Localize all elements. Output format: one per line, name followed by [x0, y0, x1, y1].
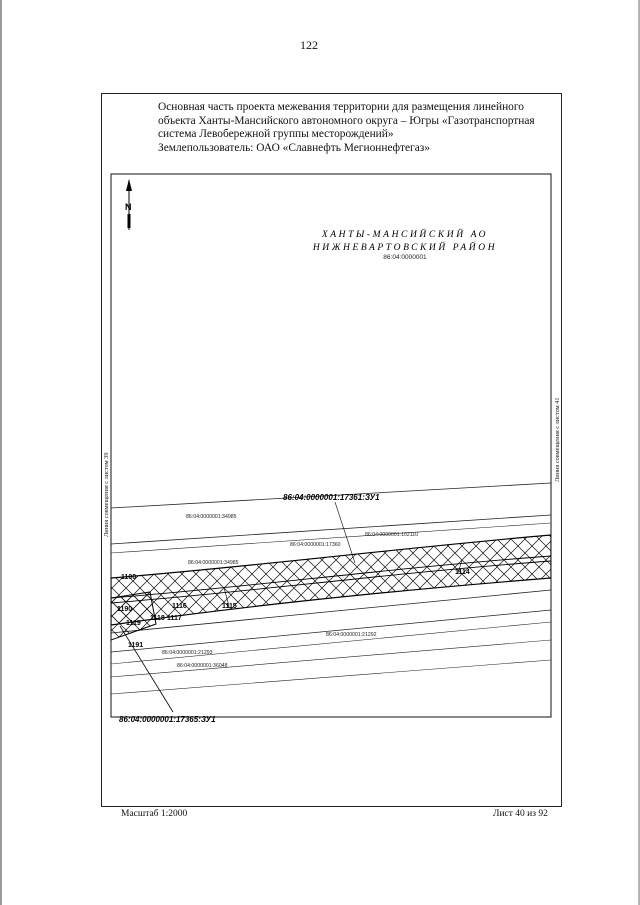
- point-label-1114: 1114: [455, 569, 470, 576]
- cadastral-label-21293: 86:04:0000001:21293: [162, 650, 213, 656]
- point-label-1116: 1116: [172, 603, 187, 610]
- point-label-1190: 1190: [117, 606, 133, 613]
- parcel-label-bottom: 86:04:0000001:17365:ЗУ1: [119, 715, 216, 724]
- cadastral-label-36048: 86:04:0000001:36048: [177, 663, 228, 669]
- point-label-1117: 1117: [167, 615, 182, 622]
- cadastral-label-34985-middle: 86:04:0000001:34985: [188, 560, 239, 566]
- cadastral-label-34985-top: 86:04:0000001:34985: [186, 514, 237, 520]
- header-line-1: Основная часть проекта межевания территории для размещения линейного: [158, 101, 524, 113]
- region-line-1: ХАНТЫ-МАНСИЙСКИЙ АО: [321, 230, 489, 240]
- left-side-label: Линия совмещения с листом 39: [103, 452, 110, 537]
- header-line-2: объекта Ханты-Мансийского автономного округа – Югры «Газотранспортная: [158, 114, 535, 127]
- point-label-1100: 1100: [121, 574, 137, 581]
- page-number: 122: [300, 38, 318, 52]
- north-label: N: [125, 202, 132, 212]
- point-label-1191: 1191: [128, 642, 144, 649]
- parcel-label-top: 86:04:0000001:17361:ЗУ1: [283, 493, 380, 502]
- right-side-label: Линия совмещения с листом 41: [554, 397, 561, 482]
- cadastral-label-21292: 86:04:0000001:21292: [326, 632, 377, 638]
- header-line-4: Землепользователь: ОАО «Славнефть Мегионнефтегаз»: [158, 141, 430, 154]
- point-label-1118: 1118: [150, 615, 165, 622]
- region-code: 86:04:0000001: [383, 254, 427, 261]
- cadastral-label-17360: 86:04:0000001:17360: [290, 542, 341, 548]
- header-line-3: система Левобережной группы месторождений»: [158, 128, 394, 141]
- footer-scale: Масштаб 1:2000: [121, 809, 188, 819]
- footer-sheet: Лист 40 из 92: [493, 809, 548, 819]
- region-line-2: НИЖНЕВАРТОВСКИЙ РАЙОН: [312, 243, 498, 253]
- point-label-1115: 1115: [222, 603, 237, 610]
- cadastral-label-102110: 86:04:0000001:102110: [365, 532, 418, 538]
- point-label-1119: 1119: [126, 620, 141, 627]
